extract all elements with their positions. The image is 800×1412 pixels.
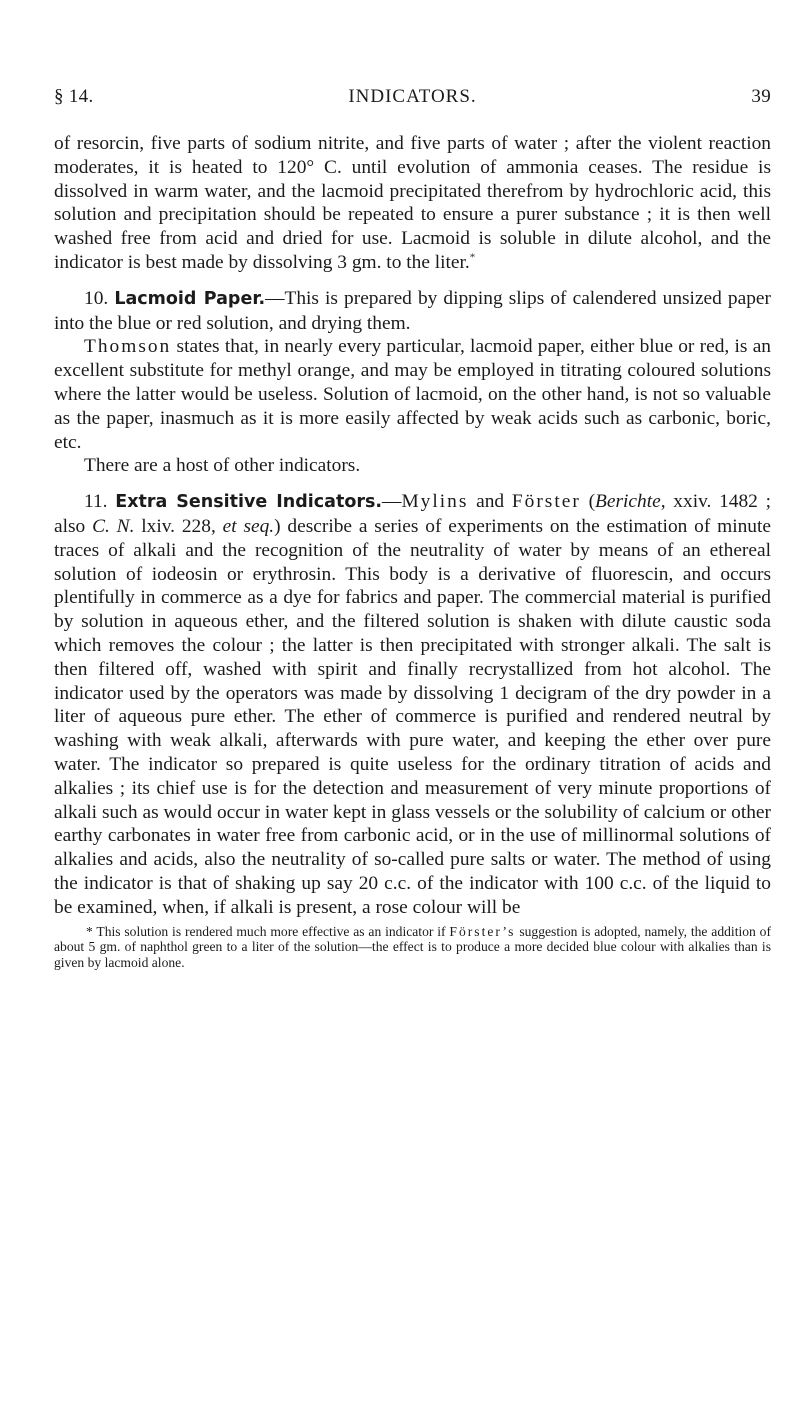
et-seq: et seq. xyxy=(222,515,275,537)
section-heading-lacmoid-paper: Lacmoid Paper. xyxy=(114,288,266,309)
paragraph-extra-sensitive xyxy=(54,490,771,919)
section-number: § 14. xyxy=(54,86,94,107)
paragraph-lacmoid-paper xyxy=(54,287,771,336)
paragraph-text: —This is prepared by dipping slips of calendered unsized paper into the blue or red solution, and drying them. xyxy=(54,287,771,334)
dash: — xyxy=(382,491,402,513)
page-body xyxy=(54,132,771,920)
page-number: 39 xyxy=(751,86,771,107)
paragraph-other-indicators xyxy=(54,454,771,478)
item-number: 11. xyxy=(84,491,108,513)
paragraph-lacmoid-preparation xyxy=(54,132,771,275)
footnote-part: * This solution is rendered much more effective as an indicator if xyxy=(86,923,450,939)
author-name: Thomson xyxy=(84,336,172,358)
paragraph-text: ) describe a series of experiments on the estimation of minute traces of alkali and the recognition of the neutrality of water by means of an ethereal solution of iodeosin or erythrosin. This body is a derivative of fluorescin, and occurs plentifully in commerce as a dye for fabrics and paper. The commercial material is purified by solution in aqueous ether, and the filtered solution is shaken with dilute caustic soda which removes the colour ; the latter is then precipitated with stronger alkali. The salt is then filtered off, washed with spirit and finally recrystallized from hot alcohol. The indicator used by the operators was made by dissolving 1 decigram of the dry powder in a liter of aqueous pure ether. The ether of commerce is purified and rendered neutral by washing with weak alkali, afterwards with pure water, and keeping the ether over pure water. The indicator so prepared is quite useless for the ordinary titration of acids and alkalies ; its chief use is for the detection and measurement of very minute proportions of alkali such as would occur in water kept in glass vessels or the solubility of calcium or other earthy carbonates in water free from carbonic acid, or in the use of millinormal solutions of alkalies and acids, also the neutrality of so-called pure salts or water. The method of using the indicator is that of shaking up say 20 c.c. of the indicator with 100 c.c. of the liquid to be examined, when, if alkali is present, a rose colour will be xyxy=(54,515,771,918)
reference: , xxiv. 1482 ; also xyxy=(54,491,772,537)
footnote xyxy=(54,924,771,971)
journal-name: C. N. xyxy=(92,515,135,537)
paragraph-text: There are a host of other indicators. xyxy=(84,455,361,477)
open-paren: ( xyxy=(588,491,596,513)
author-name: Förster’s xyxy=(449,923,516,939)
author-name: Mylins xyxy=(401,491,469,513)
footnote-mark: * xyxy=(469,251,476,264)
footnote-part: suggestion is adopted, namely, the addition of about 5 gm. of naphthol green to a liter of the solution—the effect is to produce a more decided blue colour with alkalies than is given by lacmoid alone. xyxy=(54,923,771,970)
footnote-text xyxy=(54,924,771,971)
book-page xyxy=(54,86,771,970)
conjunction: and xyxy=(468,491,512,513)
journal-name: Berichte xyxy=(595,491,661,513)
paragraph-text: of resorcin, five parts of sodium nitrite, and five parts of water ; after the violent reaction moderates, it is heated to 120° C. until evolution of ammonia ceases. The residue is dissolved in warm water, and the lacmoid precipitated therefrom by hydrochloric acid, this solution and precipitation should be repeated to ensure a purer substance ; it is then well washed free from acid and dried for use. Lacmoid is soluble in dilute alcohol, and the indicator is best made by dissolving 3 gm. to the liter. xyxy=(54,133,771,273)
author-name: Förster xyxy=(511,491,581,513)
paragraph-text: states that, in nearly every particular, lacmoid paper, either blue or red, is an excellent substitute for methyl orange, and may be employed in titrating coloured solutions where the latter would be useless. Solution of lacmoid, on the other hand, is not so valuable as the paper, inasmuch as it is more easily affected by weak acids such as carbonic, boric, etc. xyxy=(54,336,771,453)
paragraph-thomson xyxy=(54,335,771,454)
section-heading-extra-sensitive: Extra Sensitive Indicators. xyxy=(115,492,383,513)
running-title: INDICATORS. xyxy=(348,86,477,107)
item-number: 10. xyxy=(84,287,109,309)
reference: lxiv. 228, xyxy=(134,515,223,537)
running-header xyxy=(54,86,771,116)
